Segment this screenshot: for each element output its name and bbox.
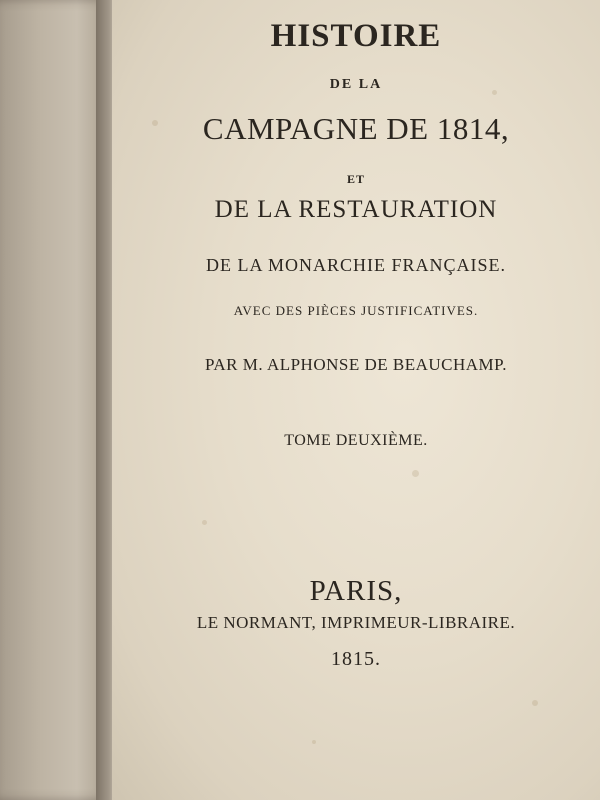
foxing-spot [202,520,207,525]
foxing-spot [312,740,316,744]
foxing-spot [412,470,419,477]
conjunction: ET [346,172,365,186]
subtitle-connector: DE LA [329,77,383,92]
supporting-documents-line: AVEC DES PIÈCES JUSTIFICATIVES. [233,303,479,318]
imprint-city: PARIS, [309,575,403,607]
foxing-spot [532,700,538,706]
facing-page [0,0,110,800]
author-line: PAR M. ALPHONSE DE BEAUCHAMP. [205,355,507,374]
imprint-publisher: LE NORMANT, IMPRIMEUR-LIBRAIRE. [196,613,516,632]
restoration-line: DE LA RESTAURATION [214,196,498,223]
volume-line: TOME DEUXIÈME. [284,432,428,449]
book-title: HISTOIRE [270,18,442,54]
monarchy-line: DE LA MONARCHIE FRANÇAISE. [205,255,507,275]
imprint-year: 1815. [331,648,381,670]
campaign-line: CAMPAGNE DE 1814, [202,111,510,146]
